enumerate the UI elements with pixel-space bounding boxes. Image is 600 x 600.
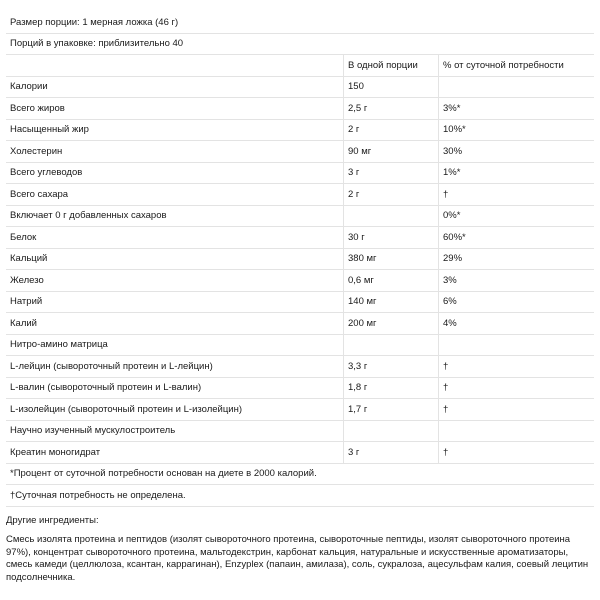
nutrient-daily-value: 1%* [439,162,595,184]
ingredient-daily-value: † [439,442,595,464]
ingredient-daily-value: † [439,356,595,378]
nutrient-daily-value: 30% [439,141,595,163]
ingredient-amount: 1,7 г [344,399,439,421]
nutrient-amount: 150 [344,76,439,98]
table-header-row [6,55,594,77]
ingredient-daily-value: † [439,377,595,399]
nutrient-name: Кальций [6,248,344,270]
nutrient-amount: 0,6 мг [344,270,439,292]
header-daily-value: % от суточной потребности [439,55,595,77]
servings-per-container-row [6,33,594,55]
footnote-daily-value-basis: *Процент от суточной потребности основан на диете в 2000 калорий. [6,463,594,485]
serving-size-row [6,12,594,33]
header-per-serving: В одной порции [344,55,439,77]
nutrient-daily-value: 0%* [439,205,595,227]
other-ingredients-text: Смесь изолята протеина и пептидов (изолят сывороточного протеина, сывороточные пептиды, изолят сывороточного протеина 97%), концентрат сывороточного протеина, мальтодекстрин, карбонат кальция, натуральные и искусственные ароматизаторы, смесь камеди (целлюлоза, ксантан, каррагинан), Enzyplex (папаин, амилаза), соль, сукралоза, ацесульфам калия, соевый лецитин подсолнечника. [6,534,589,583]
nutrient-amount: 90 мг [344,141,439,163]
table-row [6,141,594,163]
matrix-title-row [6,334,594,356]
nutrient-daily-value: 4% [439,313,595,335]
header-empty-cell [6,55,344,77]
table-row [6,313,594,335]
nutrient-daily-value [439,76,595,98]
ingredient-name: L-изолейцин (сывороточный протеин и L-изолейцин) [6,399,344,421]
nutrition-table [6,12,594,507]
nutrient-daily-value: 29% [439,248,595,270]
nutrient-amount: 3 г [344,162,439,184]
table-row [6,184,594,206]
nutrient-name: Включает 0 г добавленных сахаров [6,205,344,227]
nutrient-name: Натрий [6,291,344,313]
footnote-row [6,463,594,485]
table-row [6,98,594,120]
serving-size: Размер порции: 1 мерная ложка (46 г) [10,16,179,28]
nutrient-amount: 30 г [344,227,439,249]
table-row [6,377,594,399]
nutrient-name: Холестерин [6,141,344,163]
nutrient-amount [344,205,439,227]
nutrient-name: Железо [6,270,344,292]
nutrient-daily-value: 10%* [439,119,595,141]
table-row [6,76,594,98]
table-row [6,291,594,313]
nutrient-name: Насыщенный жир [6,119,344,141]
ingredient-amount: 3 г [344,442,439,464]
ingredient-name: Креатин моногидрат [6,442,344,464]
ingredient-name: L-валин (сывороточный протеин и L-валин) [6,377,344,399]
table-row [6,162,594,184]
servings-per-container: Порций в упаковке: приблизительно 40 [6,33,594,55]
nutrient-name: Всего углеводов [6,162,344,184]
ingredient-name: L-лейцин (сывороточный протеин и L-лейцин) [6,356,344,378]
nutrient-daily-value: 3%* [439,98,595,120]
nutrient-name: Калий [6,313,344,335]
nutrient-amount: 380 мг [344,248,439,270]
builder-title-row [6,420,594,442]
table-row [6,119,594,141]
footnote-not-established: †Суточная потребность не определена. [6,485,594,507]
empty-cell [439,334,595,356]
empty-cell [344,420,439,442]
matrix-title: Нитро-амино матрица [6,334,344,356]
nutrient-name: Всего сахара [6,184,344,206]
empty-cell [439,420,595,442]
table-row [6,227,594,249]
nutrient-amount: 2 г [344,119,439,141]
nutrient-amount: 2 г [344,184,439,206]
nutrient-amount: 140 мг [344,291,439,313]
builder-title: Научно изученный мускулостроитель [6,420,344,442]
ingredient-daily-value: † [439,399,595,421]
table-row [6,248,594,270]
other-ingredients-section [6,515,590,584]
table-row [6,205,594,227]
nutrient-daily-value: † [439,184,595,206]
nutrient-amount: 200 мг [344,313,439,335]
ingredient-amount: 1,8 г [344,377,439,399]
table-row [6,442,594,464]
nutrient-daily-value: 60%* [439,227,595,249]
other-ingredients-title: Другие ингредиенты: [6,515,99,526]
empty-cell [344,334,439,356]
nutrient-name: Всего жиров [6,98,344,120]
table-row [6,399,594,421]
ingredient-amount: 3,3 г [344,356,439,378]
table-row [6,356,594,378]
nutrient-daily-value: 3% [439,270,595,292]
nutrient-name: Калории [6,76,344,98]
nutrient-name: Белок [6,227,344,249]
nutrient-amount: 2,5 г [344,98,439,120]
footnote-row [6,485,594,507]
table-row [6,270,594,292]
nutrient-daily-value: 6% [439,291,595,313]
